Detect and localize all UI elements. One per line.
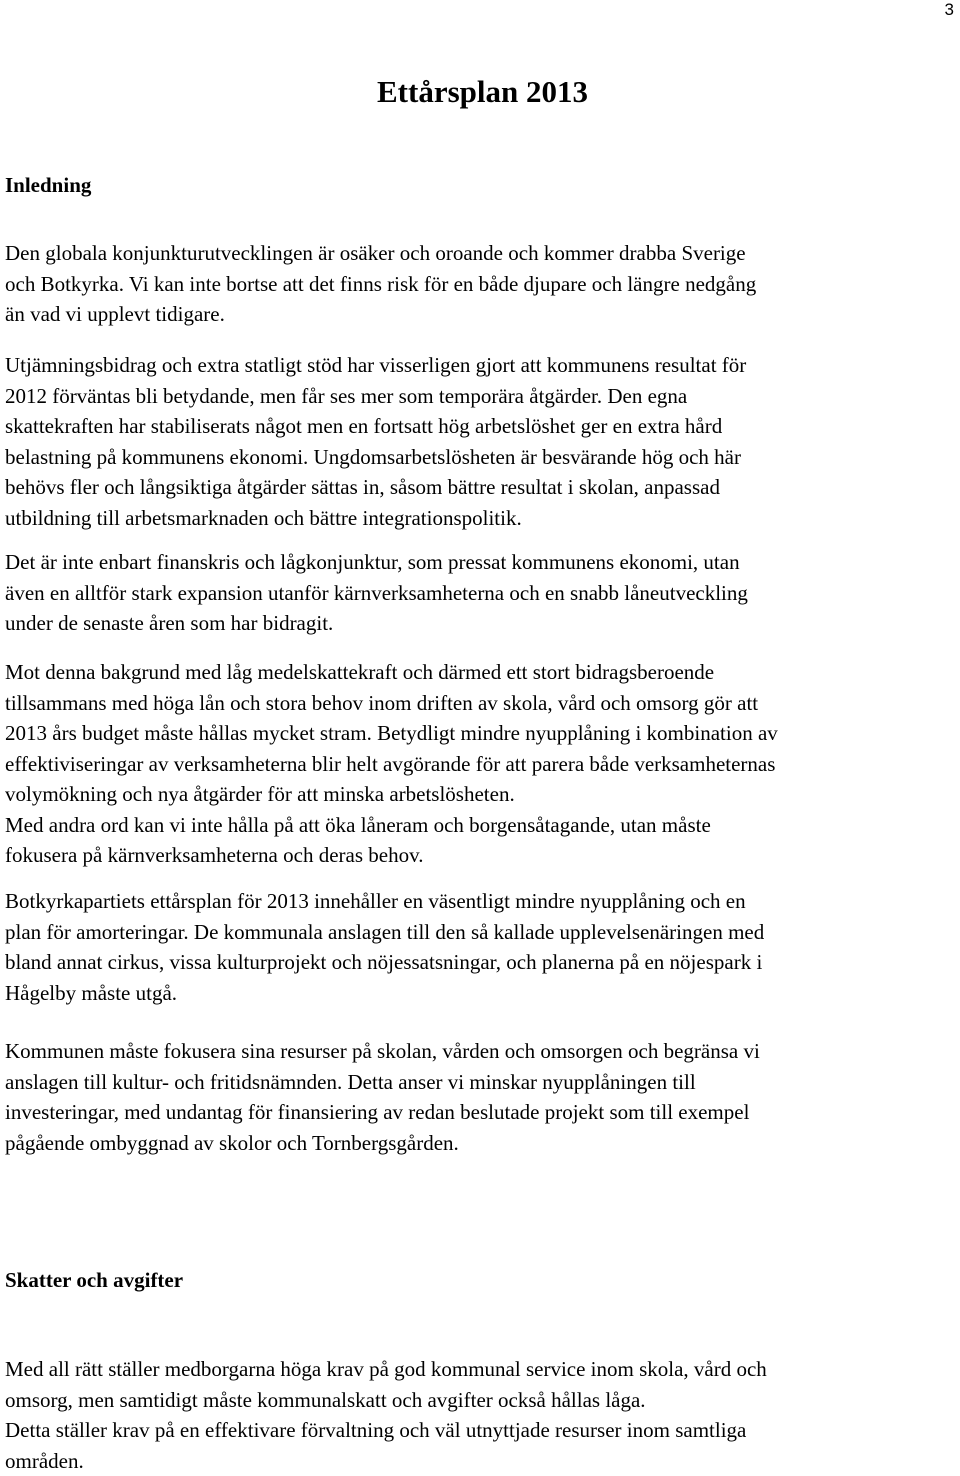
text-line: och Botkyrka. Vi kan inte bortse att det finns risk för en både djupare och längre nedgång — [5, 269, 955, 300]
paragraph — [5, 238, 955, 330]
text-line: Mot denna bakgrund med låg medelskattekraft och därmed ett stort bidragsberoende — [5, 657, 955, 688]
section-heading-inledning: Inledning — [5, 170, 91, 200]
text-line: effektiviseringar av verksamheterna blir helt avgörande för att parera både verksamheternas — [5, 749, 955, 780]
text-line: skattekraften har stabiliserats något men en fortsatt hög arbetslöshet ger en extra hård — [5, 411, 955, 442]
text-line: tillsammans med höga lån och stora behov inom driften av skola, vård och omsorg gör att — [5, 688, 955, 719]
paragraph — [5, 657, 955, 871]
text-line: Med andra ord kan vi inte hålla på att öka låneram och borgensåtagande, utan måste — [5, 810, 955, 841]
text-line: 2013 års budget måste hållas mycket stram. Betydligt mindre nyupplåning i kombination av — [5, 718, 955, 749]
text-line: Det är inte enbart finanskris och lågkonjunktur, som pressat kommunens ekonomi, utan — [5, 547, 955, 578]
text-line: under de senaste åren som har bidragit. — [5, 608, 955, 639]
text-line: fokusera på kärnverksamheterna och deras behov. — [5, 840, 955, 871]
paragraph — [5, 886, 955, 1008]
text-line: belastning på kommunens ekonomi. Ungdomsarbetslösheten är besvärande hög och här — [5, 442, 955, 473]
text-line: områden. — [5, 1446, 955, 1476]
text-line: även en alltför stark expansion utanför kärnverksamheterna och en snabb låneutveckling — [5, 578, 955, 609]
paragraph — [5, 350, 955, 533]
text-line: Utjämningsbidrag och extra statligt stöd har visserligen gjort att kommunens resultat för — [5, 350, 955, 381]
text-line: omsorg, men samtidigt måste kommunalskatt och avgifter också hållas låga. — [5, 1385, 955, 1416]
text-line: Botkyrkapartiets ettårsplan för 2013 innehåller en väsentligt mindre nyupplåning och en — [5, 886, 955, 917]
text-line: Den globala konjunkturutvecklingen är osäker och oroande och kommer drabba Sverige — [5, 238, 955, 269]
text-line: Med all rätt ställer medborgarna höga krav på god kommunal service inom skola, vård och — [5, 1354, 955, 1385]
text-line: volymökning och nya åtgärder för att minska arbetslösheten. — [5, 779, 955, 810]
paragraph — [5, 1036, 955, 1158]
text-line: än vad vi upplevt tidigare. — [5, 299, 955, 330]
text-line: pågående ombyggnad av skolor och Tornbergsgården. — [5, 1128, 955, 1159]
text-line: utbildning till arbetsmarknaden och bättre integrationspolitik. — [5, 503, 955, 534]
text-line: behövs fler och långsiktiga åtgärder sättas in, såsom bättre resultat i skolan, anpassad — [5, 472, 955, 503]
text-line: bland annat cirkus, vissa kulturprojekt och nöjessatsningar, och planerna på en nöjespark i — [5, 947, 955, 978]
paragraph — [5, 547, 955, 639]
text-line: plan för amorteringar. De kommunala anslagen till den så kallade upplevelsenäringen med — [5, 917, 955, 948]
text-line: Hågelby måste utgå. — [5, 978, 955, 1009]
text-line: Kommunen måste fokusera sina resurser på skolan, vården och omsorgen och begränsa vi — [5, 1036, 955, 1067]
page-number: 3 — [945, 0, 954, 20]
section-heading-skatter-och-avgifter: Skatter och avgifter — [5, 1265, 183, 1295]
document-title: Ettårsplan 2013 — [0, 72, 960, 112]
paragraph — [5, 1354, 955, 1476]
text-line: Detta ställer krav på en effektivare förvaltning och väl utnyttjade resurser inom samtliga — [5, 1415, 955, 1446]
text-line: investeringar, med undantag för finansiering av redan beslutade projekt som till exempel — [5, 1097, 955, 1128]
text-line: 2012 förväntas bli betydande, men får ses mer som temporära åtgärder. Den egna — [5, 381, 955, 412]
text-line: anslagen till kultur- och fritidsnämnden. Detta anser vi minskar nyupplåningen till — [5, 1067, 955, 1098]
